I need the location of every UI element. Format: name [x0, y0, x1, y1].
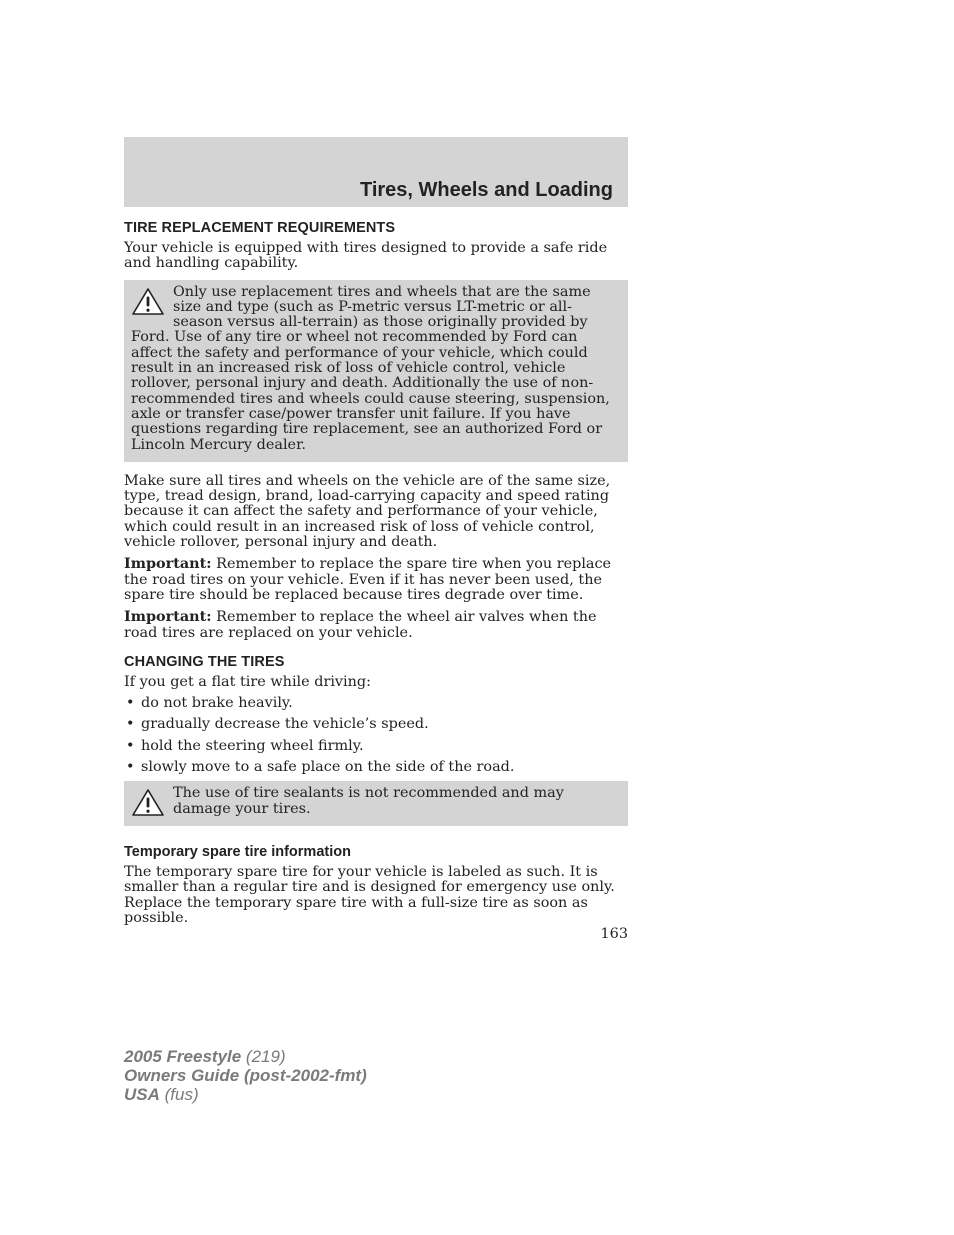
replacement-para1: Make sure all tires and wheels on the vehicle are of the same size, type, tread design, brand, load-carrying capacity and speed rating because it can affect the safety and performance of your vehicle, which could result in an increased risk of loss of vehicle control, vehicle rollover, personal injury and death.	[124, 472, 611, 551]
list-item	[124, 696, 628, 711]
list-item	[124, 717, 628, 732]
bullet-glyph: •	[126, 737, 135, 754]
footer-market-code: (fus)	[159, 1085, 199, 1104]
section-heading-changing: CHANGING THE TIRES	[124, 653, 285, 670]
important-text: Remember to replace the wheel air valves when the road tires are replaced on your vehicle.	[124, 609, 597, 641]
list-item	[124, 739, 628, 754]
footer-model: 2005 Freestyle	[124, 1047, 242, 1066]
list-item	[124, 760, 628, 775]
warning-triangle-icon	[131, 788, 165, 818]
important-note-valves	[124, 609, 628, 641]
spare-text: The temporary spare tire for your vehicle is labeled as such. It is smaller than a regular tire and is designed for emergency use only. Replace the temporary spare tire with a full-size tire as soon as possible.	[124, 863, 615, 926]
main-content	[124, 220, 628, 932]
bullet-glyph: •	[126, 716, 135, 733]
warning-text-replacement: Only use replacement tires and wheels that are the same size and type (such as P-metric versus LT-metric or all-season versus all-terrain) as those originally provided by Ford. Use of any tire or wheel not recommended by Ford can affect the safety and performance of your vehicle, which could result in an increased risk of loss of vehicle control, vehicle rollover, personal injury and death. Additionally the use of non-recommended tires and wheels could cause steering, suspension, axle or transfer case/power transfer unit failure. If you have questions regarding tire replacement, see an authorized Ford or Lincoln Mercury dealer.	[131, 283, 610, 453]
warning-text-sealant: The use of tire sealants is not recommended and may damage your tires.	[173, 785, 564, 817]
footer-line-model	[124, 1047, 367, 1066]
list-item-text: gradually decrease the vehicle’s speed.	[141, 716, 429, 733]
warning-box-sealant	[124, 781, 628, 826]
replacement-intro: Your vehicle is equipped with tires designed to provide a safe ride and handling capability.	[124, 240, 608, 272]
footer-market: USA	[124, 1085, 160, 1104]
changing-intro: If you get a flat tire while driving:	[124, 673, 371, 690]
important-label: Important:	[124, 608, 212, 626]
flat-tire-list	[124, 696, 628, 775]
warning-box-replacement	[124, 280, 628, 462]
footer-guide: Owners Guide (post-2002-fmt)	[124, 1066, 367, 1085]
important-label: Important:	[124, 555, 212, 573]
footer-line-market	[124, 1085, 367, 1104]
footer-line-guide	[124, 1066, 367, 1085]
bullet-glyph: •	[126, 695, 135, 712]
important-text: Remember to replace the spare tire when you replace the road tires on your vehicle. Even if it has never been used, the spare tire should be replaced because tires degrade over time.	[124, 556, 612, 603]
subheading-spare: Temporary spare tire information	[124, 843, 351, 860]
list-item-text: do not brake heavily.	[141, 695, 293, 712]
bullet-glyph: •	[126, 759, 135, 776]
list-item-text: hold the steering wheel firmly.	[141, 737, 364, 754]
list-item-text: slowly move to a safe place on the side of the road.	[141, 759, 515, 776]
footer-model-code: (219)	[241, 1047, 286, 1066]
header-band	[124, 137, 628, 207]
page-number: 163	[600, 926, 628, 942]
page-title: Tires, Wheels and Loading	[359, 179, 613, 201]
section-heading-replacement: TIRE REPLACEMENT REQUIREMENTS	[124, 220, 396, 236]
warning-triangle-icon	[131, 287, 165, 317]
document-footer	[124, 1047, 367, 1104]
important-note-spare	[124, 556, 628, 603]
